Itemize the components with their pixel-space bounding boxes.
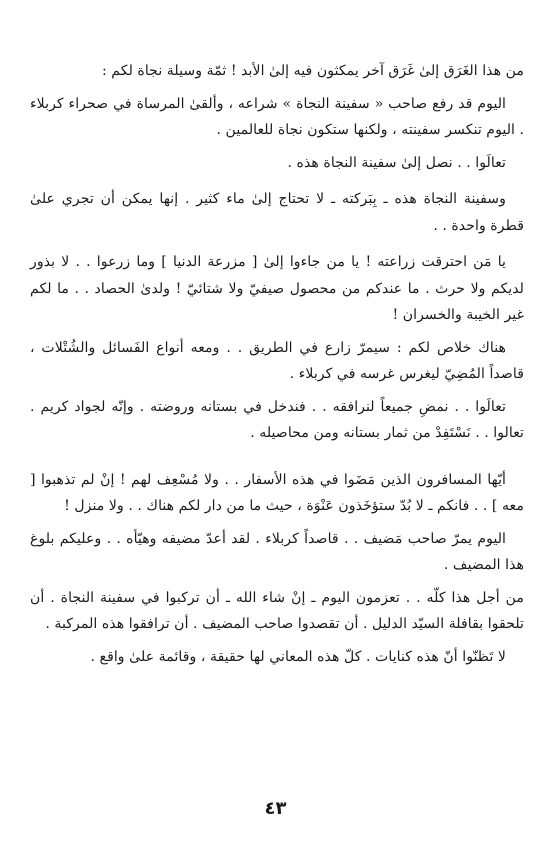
paragraph-10: من أجل هذا كلّه . . تعزمون اليوم ـ إنْ شاء الله ـ أن تركبوا في سفينة النجاة . أن تلحقوا بقافلة السيّد الدليل . أن تقصدوا صاحب المضيف . أن ترافقوا هذه المركبة . bbox=[30, 589, 524, 632]
paragraph-8: أيّها المسافرون الذين مَضَوا في هذه الأسفار . . ولا مُسْعِف لهم ! إنْ لم تذهبوا [ معه ] . . فانكم ـ لا بُدّ ستؤخَذون عَنْوَة ، حيث ما من دار لكم هناك . . ولا منزل ! bbox=[30, 471, 524, 514]
paragraph-1: من هذا الغَرَق إلىٰ غَرَق آخر يمكثون فيه إلىٰ الأبد ! ثمّة وسيلة نجاة لكم : bbox=[102, 63, 524, 79]
page-number: ٤٣ bbox=[264, 798, 287, 819]
paragraph-7: تعالَوا . . نمضِ جميعاً لنرافقه . . فندخل في بستانه وروضته . وإنّه لجواد كريم . تعالوا . . نَسْتَفِدْ من ثمار بستانه ومن محاصيله . bbox=[30, 398, 524, 441]
paragraph-9: اليوم يمرّ صاحب مَضيف . . قاصداً كربلاء . لقد أعدّ مضيفه وهيّأه . . وعليكم بلوغ هذا المضيف . bbox=[30, 530, 524, 573]
paragraph-11: لا تَظنّوا أنّ هذه كنايات . كلّ هذه المعاني لها حقيقة ، وقائمة علىٰ واقع . bbox=[90, 648, 506, 665]
paragraph-6: هناك خلاص لكم : سيمرّ زارع في الطريق . . ومعه أنواع الفَسائل والشُتْلات ، قاصداً المُضِيّ ليغرس غرسه في كربلاء . bbox=[30, 339, 524, 382]
paragraph-2: اليوم قد رفع صاحب « سفينة النجاة » شراعه ، وألقىٰ المرساة في صحراء كربلاء . اليوم تنكسر سفينته ، ولكنها ستكون نجاة للعالمين . bbox=[30, 95, 524, 138]
paragraph-3: تعالَوا . . نصل إلىٰ سفينة النجاة هذه . bbox=[287, 154, 506, 171]
paragraph-5: يا مَن احترقت زراعته ! يا من جاءوا إلىٰ [ مزرعة الدنيا ] وما زرعوا . . لا بذور لديكم ولا حرث . ما عندكم من محصول صيفيّ ولا شتائيّ ! ولدىٰ الحصاد . . ما لكم غير الخيبة والخسران ! bbox=[30, 254, 524, 323]
page-body bbox=[30, 58, 524, 670]
paragraph-4: وسفينة النجاة هذه ـ بِبَركته ـ لا تحتاج إلىٰ ماء كثير . إنها يمكن أن تجري علىٰ قطرة واحدة . . bbox=[30, 191, 524, 234]
